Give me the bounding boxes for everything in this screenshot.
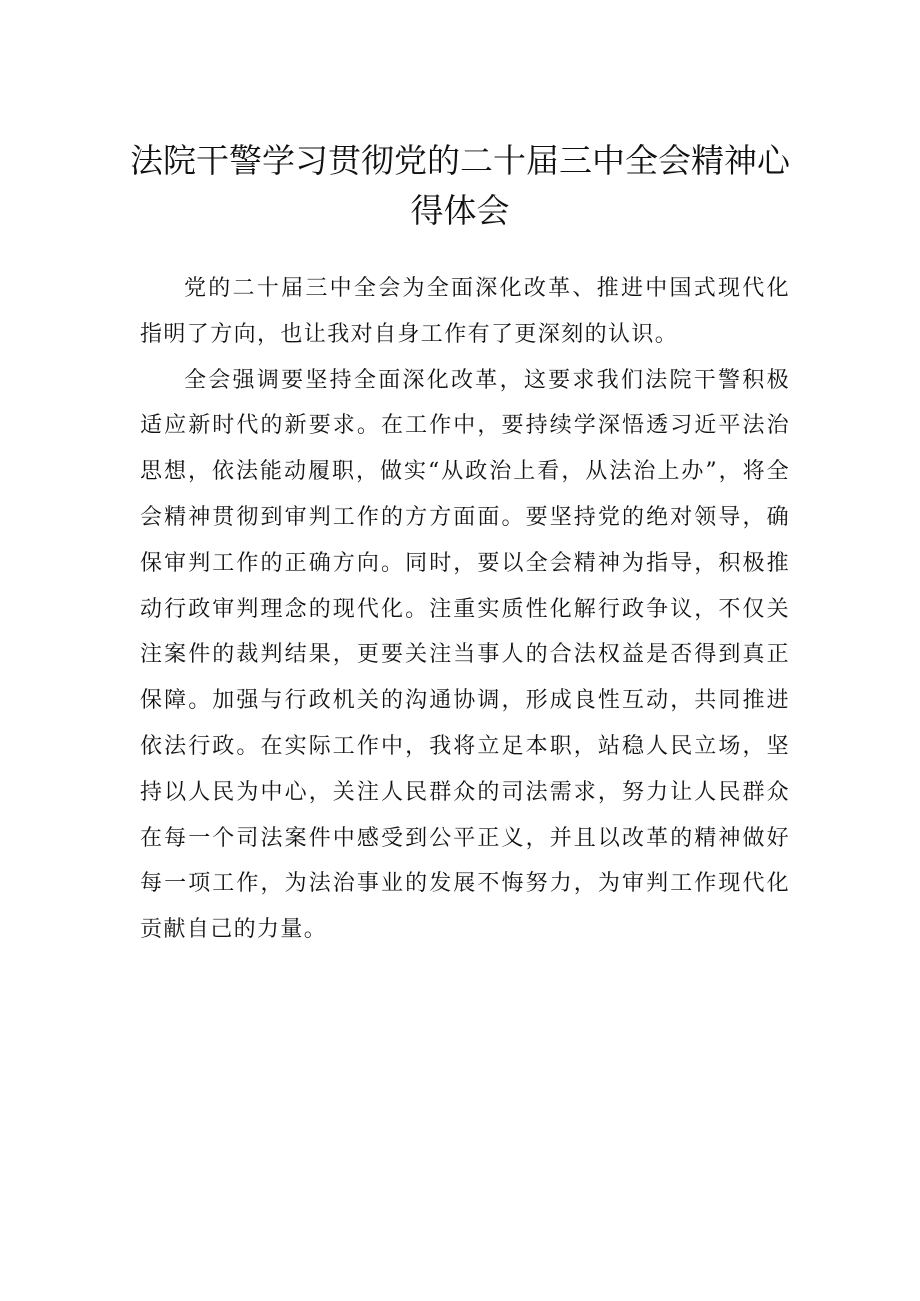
title-line-1: 法院干警学习贯彻党的二十届三中全会精神心 xyxy=(130,141,790,180)
document-body xyxy=(140,266,790,953)
document-title xyxy=(120,136,800,236)
title-line-2: 得体会 xyxy=(410,191,510,230)
paragraph-intro: 党的二十届三中全会为全面深化改革、推进中国式现代化指明了方向，也让我对自身工作有了更深刻的认识。 xyxy=(140,276,790,347)
paragraph-main: 全会强调要坚持全面深化改革，这要求我们法院干警积极适应新时代的新要求。在工作中，要持续学深悟透习近平法治思想，依法能动履职，做实“从政治上看，从法治上办”，将全会精神贯彻到审判工作的方方面面。要坚持党的绝对领导，确保审判工作的正确方向。同时，要以全会精神为指导，积极推动行政审判理念的现代化。注重实质性化解行政争议，不仅关注案件的裁判结果，更要关注当事人的合法权益是否得到真正保障。加强与行政机关的沟通协调，形成良性互动，共同推进依法行政。在实际工作中，我将立足本职，站稳人民立场，坚持以人民为中心，关注人民群众的司法需求，努力让人民群众在每一个司法案件中感受到公平正义，并且以改革的精神做好每一项工作，为法治事业的发展不悔努力，为审判工作现代化贡献自己的力量。 xyxy=(140,367,790,943)
